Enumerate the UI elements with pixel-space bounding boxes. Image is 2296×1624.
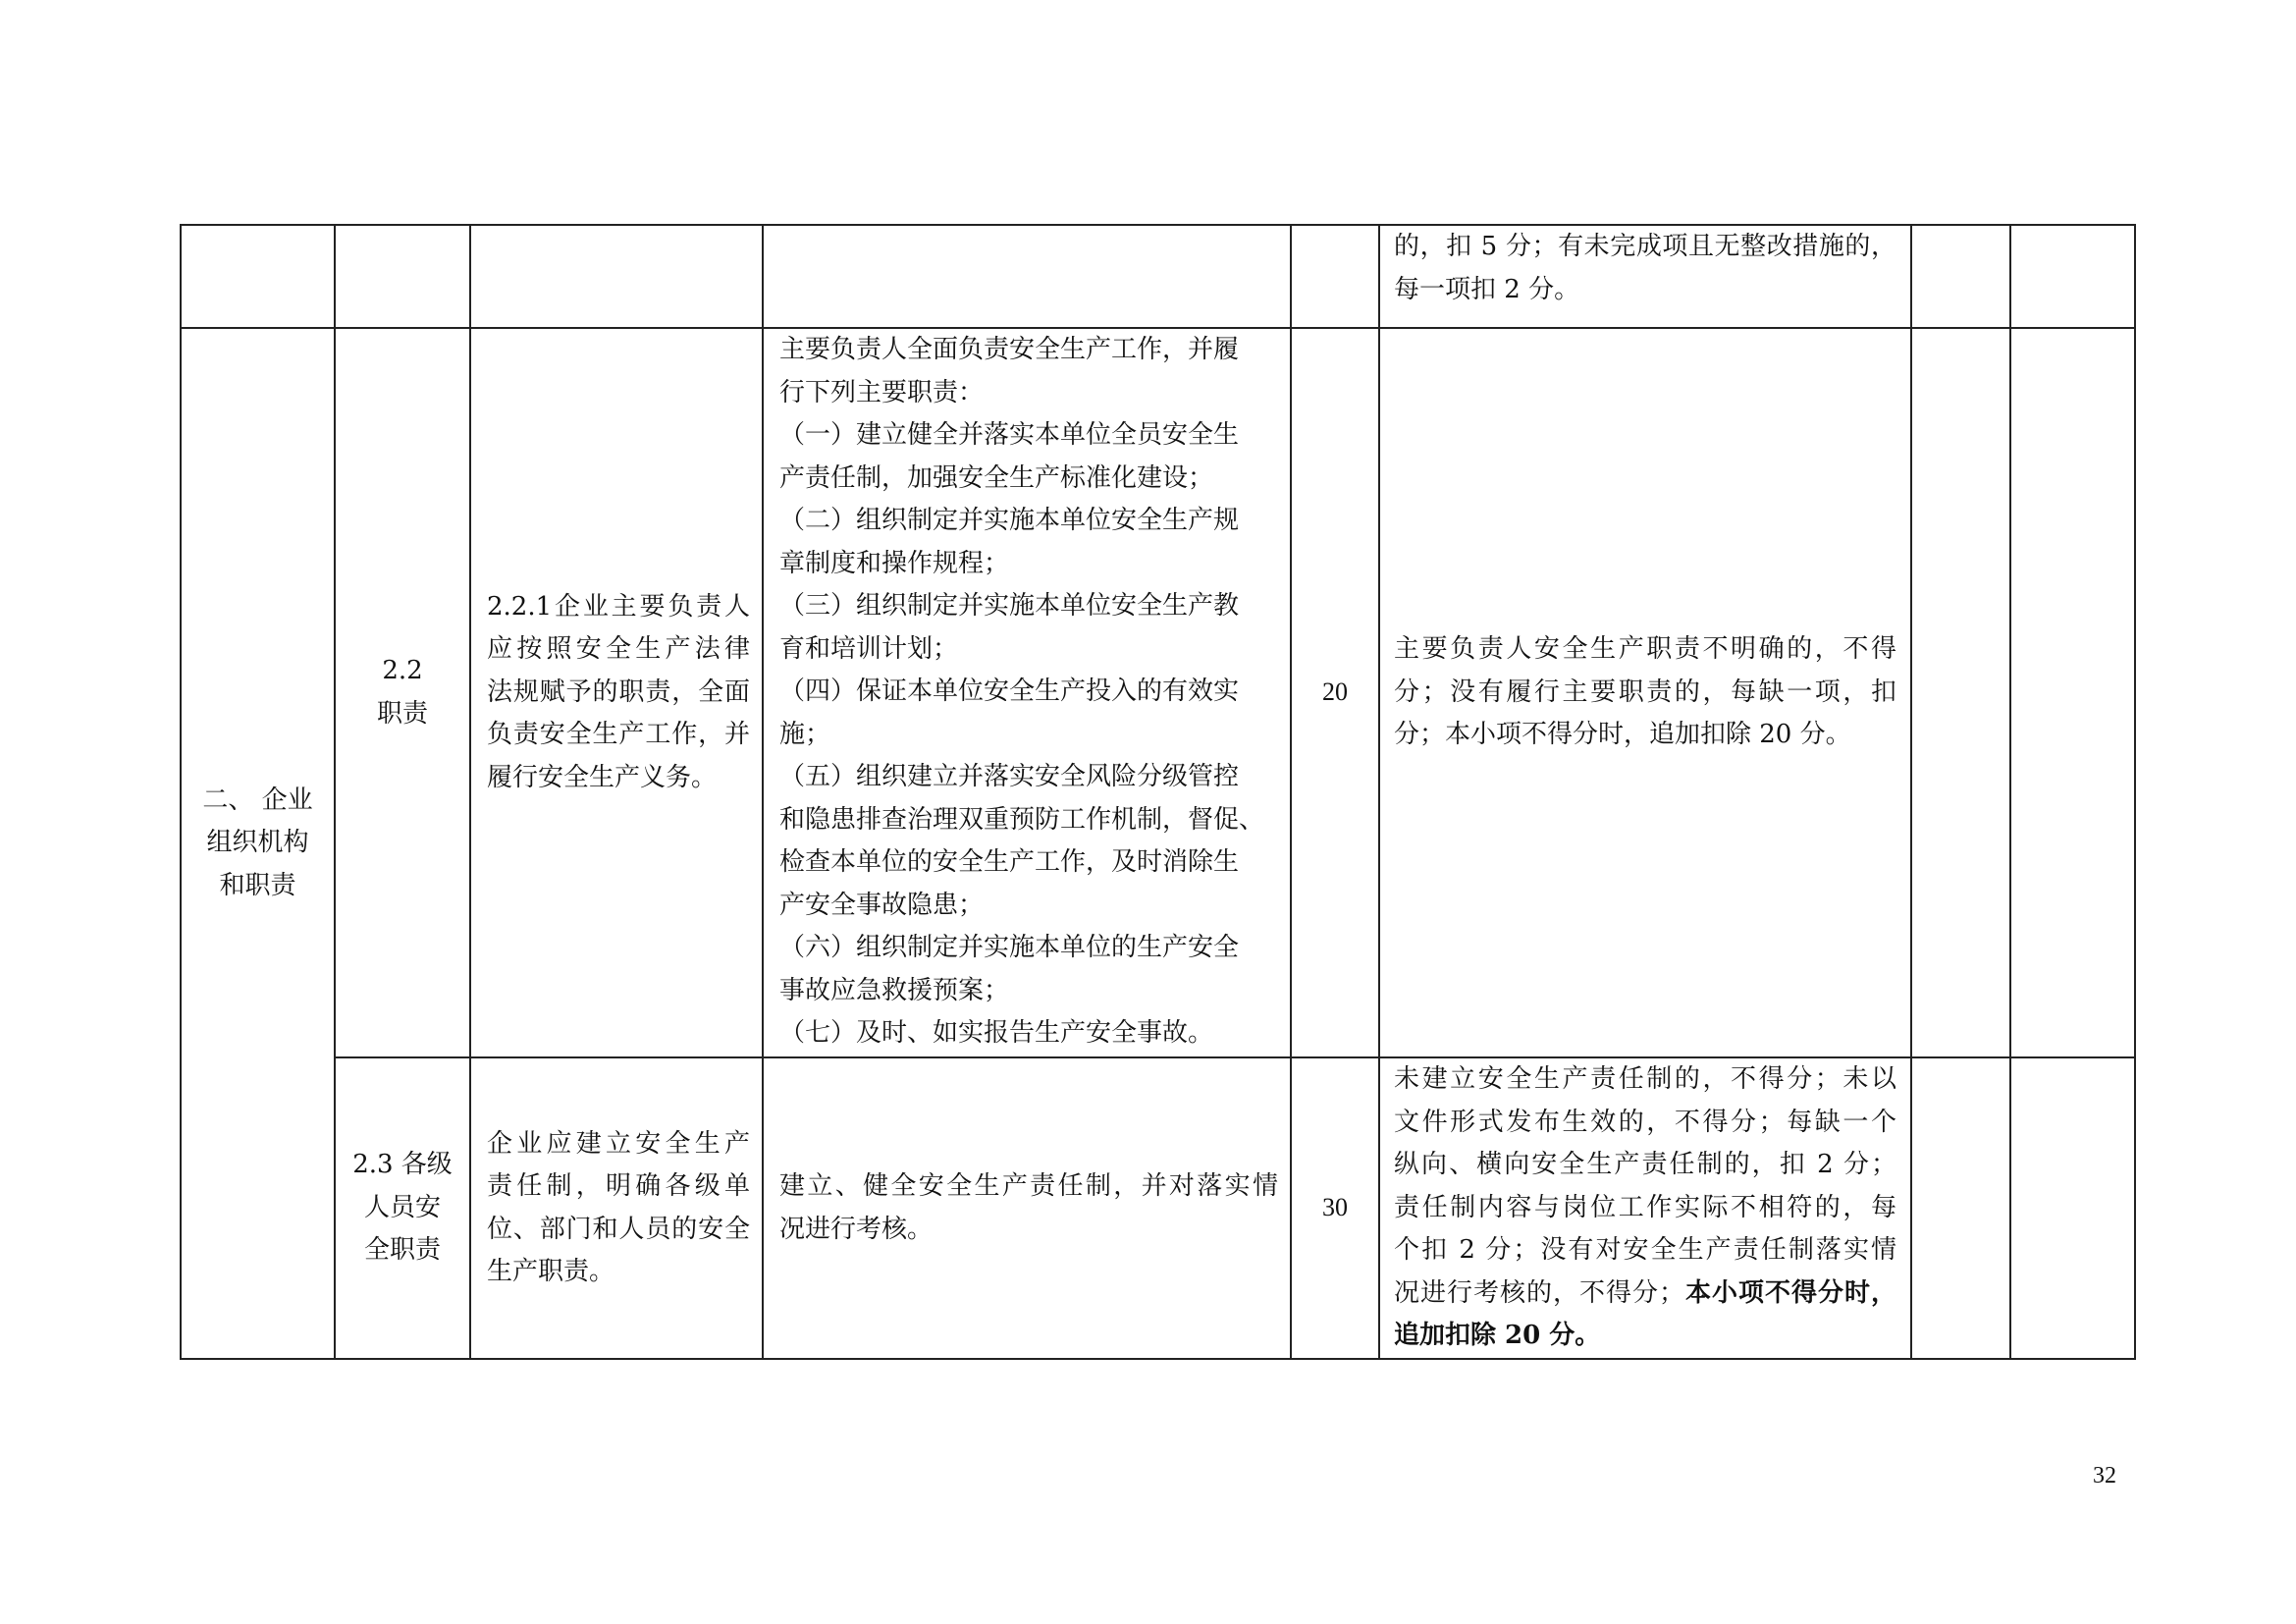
subcategory-line: 人员安 bbox=[363, 1192, 441, 1222]
criteria-cell-2-2 bbox=[1379, 328, 1911, 1057]
criteria-text-normal: 况进行考核的，不得分； bbox=[1394, 1277, 1684, 1308]
criteria-line-bold: 追加扣除 20 分。 bbox=[1394, 1321, 1601, 1351]
criteria-line: 个扣 2 分；没有对安全生产责任制落实情 bbox=[1394, 1235, 1896, 1266]
subcategory-cell-2-3 bbox=[335, 1057, 470, 1359]
standard-line: （六）组织制定并实施本单位的生产安全 bbox=[779, 933, 1240, 962]
subcategory-line: 职责 bbox=[376, 698, 428, 729]
criteria-line: 主要负责人安全生产职责不明确的，不得 bbox=[1394, 634, 1896, 665]
standard-line: 主要负责人全面负责安全生产工作，并履 bbox=[779, 335, 1240, 364]
remarks-cell-2-3 bbox=[2010, 1057, 2135, 1359]
standard-line: 育和培训计划； bbox=[779, 633, 959, 664]
score-cell-continued bbox=[1291, 225, 1379, 328]
subcategory-cell-continued bbox=[335, 225, 470, 328]
subcategory-line: 全职责 bbox=[363, 1235, 441, 1266]
standard-line: 事故应急救援预案； bbox=[779, 975, 1010, 1005]
self-check-cell-continued bbox=[1911, 225, 2010, 328]
category-cell-continued bbox=[181, 225, 335, 328]
requirement-cell-2-3 bbox=[470, 1057, 763, 1359]
page-number: 32 bbox=[2093, 1463, 2116, 1489]
requirement-line: 法规赋予的职责，全面 bbox=[487, 677, 750, 707]
criteria-line: 纵向、横向安全生产责任制的，扣 2 分； bbox=[1394, 1150, 1896, 1180]
self-check-cell-2-2 bbox=[1911, 328, 2010, 1057]
criteria-line: 的，扣 5 分；有未完成项且无整改措施的， bbox=[1394, 232, 1896, 261]
requirement-line: 2.2.1企业主要负责人 bbox=[487, 591, 750, 622]
score-value: 30 bbox=[1322, 1193, 1348, 1222]
standard-line: 产安全事故隐患； bbox=[779, 890, 985, 920]
requirement-line: 企业应建立安全生产 bbox=[487, 1128, 750, 1159]
requirement-cell-2-2 bbox=[470, 328, 763, 1057]
standard-line: （七）及时、如实报告生产安全事故。 bbox=[779, 1018, 1214, 1048]
criteria-line-mixed bbox=[1394, 1272, 1896, 1316]
requirement-line: 履行安全生产义务。 bbox=[487, 762, 718, 792]
criteria-line: 分；没有履行主要职责的，每缺一项，扣 bbox=[1394, 677, 1896, 707]
standard-line: 检查本单位的安全生产工作，及时消除生 bbox=[779, 847, 1240, 877]
standard-line: （三）组织制定并实施本单位安全生产教 bbox=[779, 591, 1240, 621]
standard-line: （四）保证本单位安全生产投入的有效实 bbox=[779, 677, 1240, 706]
requirement-line: 负责安全生产工作，并 bbox=[487, 720, 750, 750]
requirement-line: 责任制，明确各级单 bbox=[487, 1171, 750, 1201]
standard-line: 施； bbox=[779, 719, 831, 749]
subcategory-cell-2-2 bbox=[335, 328, 470, 1057]
score-cell-2-3 bbox=[1291, 1057, 1379, 1359]
standard-line: 章制度和操作规程； bbox=[779, 548, 1010, 578]
criteria-line: 分；本小项不得分时，追加扣除 20 分。 bbox=[1394, 720, 1851, 750]
self-check-cell-2-3 bbox=[1911, 1057, 2010, 1359]
category-cell bbox=[181, 328, 335, 1359]
criteria-line: 未建立安全生产责任制的，不得分；未以 bbox=[1394, 1064, 1896, 1095]
remarks-cell-2-2 bbox=[2010, 328, 2135, 1057]
subcategory-line: 2.3 各级 bbox=[352, 1150, 453, 1180]
table-row-2-3 bbox=[181, 1057, 2135, 1359]
subcategory-line: 2.2 bbox=[382, 656, 423, 685]
score-value: 20 bbox=[1322, 677, 1348, 707]
remarks-cell-continued bbox=[2010, 225, 2135, 328]
standard-line: 建立、健全安全生产责任制，并对落实情 bbox=[779, 1171, 1278, 1201]
standard-line: （五）组织建立并落实安全风险分级管控 bbox=[779, 762, 1240, 791]
criteria-line: 每一项扣 2 分。 bbox=[1394, 274, 1580, 304]
criteria-line: 文件形式发布生效的，不得分；每缺一个 bbox=[1394, 1107, 1896, 1137]
evaluation-table bbox=[180, 224, 2136, 1360]
standard-line: 和隐患排查治理双重预防工作机制，督促、 bbox=[779, 804, 1265, 835]
standard-line: 况进行考核。 bbox=[779, 1214, 934, 1244]
category-line: 组织机构 bbox=[206, 828, 309, 858]
requirement-line: 生产职责。 bbox=[487, 1257, 615, 1286]
standard-line: （一）建立健全并落实本单位全员安全生 bbox=[779, 420, 1240, 450]
standard-cell-2-2 bbox=[763, 328, 1291, 1057]
category-line: 和职责 bbox=[219, 870, 296, 900]
criteria-cell-continued bbox=[1379, 225, 1911, 328]
criteria-line: 责任制内容与岗位工作实际不相符的，每 bbox=[1394, 1192, 1896, 1222]
table-row-continued bbox=[181, 225, 2135, 328]
table-row-2-2 bbox=[181, 328, 2135, 1057]
criteria-cell-2-3 bbox=[1379, 1057, 1911, 1359]
requirement-line: 应按照安全生产法律 bbox=[487, 634, 750, 665]
score-cell-2-2 bbox=[1291, 328, 1379, 1057]
standard-cell-2-3 bbox=[763, 1057, 1291, 1359]
standard-line: 行下列主要职责： bbox=[779, 377, 985, 407]
criteria-text-bold: 本小项不得分时， bbox=[1683, 1277, 1896, 1308]
standard-line: （二）组织制定并实施本单位安全生产规 bbox=[779, 506, 1240, 535]
category-line: 二、 企业 bbox=[202, 785, 313, 815]
standard-line: 产责任制，加强安全生产标准化建设； bbox=[779, 462, 1214, 493]
requirement-cell-continued bbox=[470, 225, 763, 328]
requirement-line: 位、部门和人员的安全 bbox=[487, 1214, 750, 1244]
standard-cell-continued bbox=[763, 225, 1291, 328]
